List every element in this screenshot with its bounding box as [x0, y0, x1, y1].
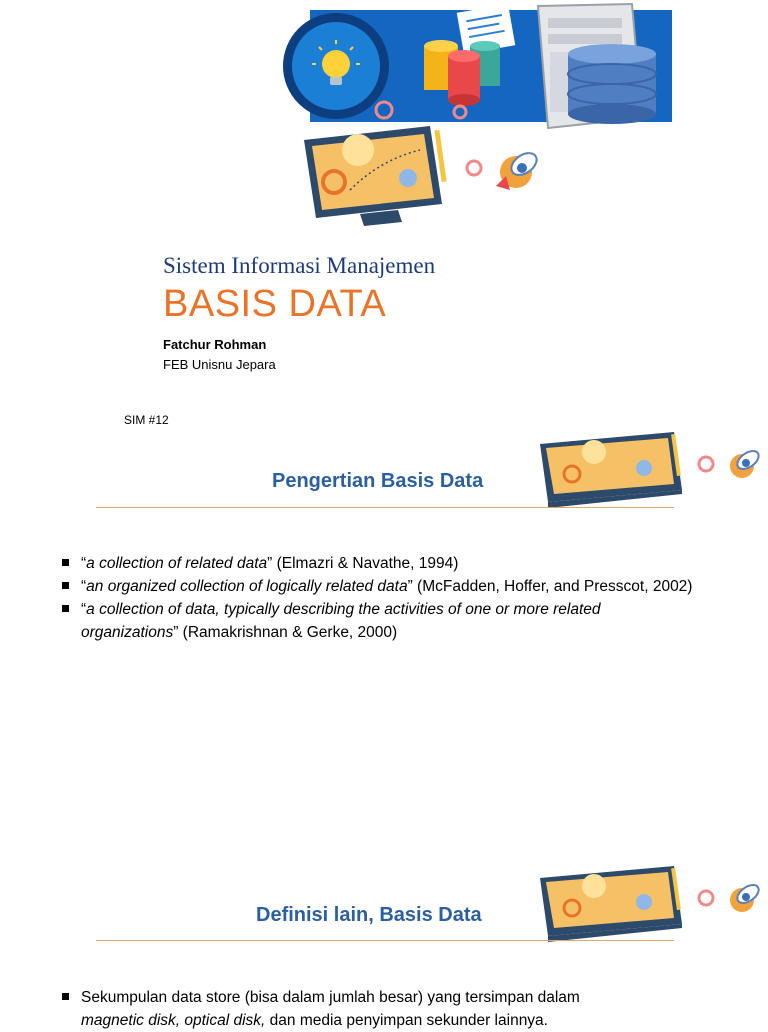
rocket-icon: [496, 149, 541, 190]
list-item: “an organized collection of logically related data” (McFadden, Hoffer, and Presscot, 2002): [62, 575, 702, 598]
rocket-icon: [730, 881, 762, 912]
list-item: “a collection of related data” (Elmazri & Navathe, 1994): [62, 552, 702, 575]
lightbulb-icon: [283, 13, 389, 119]
citation: (McFadden, Hoffer, and Presscot, 2002): [412, 578, 693, 595]
slide3-illustration: [536, 864, 768, 944]
gear-icon: [699, 891, 713, 905]
title-block: [163, 252, 435, 374]
section-title: Pengertian Basis Data: [272, 470, 484, 492]
gear-icon: [699, 457, 713, 471]
data-technology-illustration: [280, 0, 672, 232]
author-name: Fatchur Rohman: [163, 337, 267, 352]
slide-label: SIM #12: [124, 413, 169, 427]
media-terms: magnetic disk, optical disk,: [81, 1012, 266, 1029]
list-item: Sekumpulan data store (bisa dalam jumlah besar) yang tersimpan dalam magnetic disk, optical disk, dan media penyimpan sekunder lainnya.: [62, 986, 702, 1032]
monitor-icon: [304, 126, 442, 226]
slide-title: BASIS DATA: [163, 283, 387, 325]
course-subtitle: Sistem Informasi Manajemen: [163, 253, 436, 278]
divider: [96, 507, 674, 508]
definition-quote: a collection of data, typically describing the activities of one or more related organizations: [81, 601, 601, 641]
citation: (Ramakrishnan & Gerke, 2000): [178, 624, 398, 641]
rocket-icon: [730, 447, 762, 478]
monitor-icon: [540, 432, 682, 508]
definition-quote: an organized collection of logically related data: [86, 578, 408, 595]
definition-list: [62, 552, 702, 644]
section-title: Definisi lain, Basis Data: [256, 904, 482, 926]
monitor-icon: [540, 866, 682, 942]
author-affiliation: FEB Unisnu Jepara: [163, 357, 276, 372]
definition-list: [62, 986, 702, 1032]
citation: (Elmazri & Navathe, 1994): [272, 555, 459, 572]
divider: [96, 940, 674, 941]
hero-illustration: [280, 0, 672, 232]
database-icon: [568, 44, 656, 124]
slide2-illustration: [536, 430, 768, 510]
monitor-rocket-illustration: [536, 430, 768, 510]
list-item: “a collection of data, typically describing the activities of one or more related organizations” (Ramakrishnan & Gerke, 2000): [62, 598, 702, 644]
monitor-rocket-illustration: [536, 864, 768, 944]
definition-quote: a collection of related data: [86, 555, 268, 572]
